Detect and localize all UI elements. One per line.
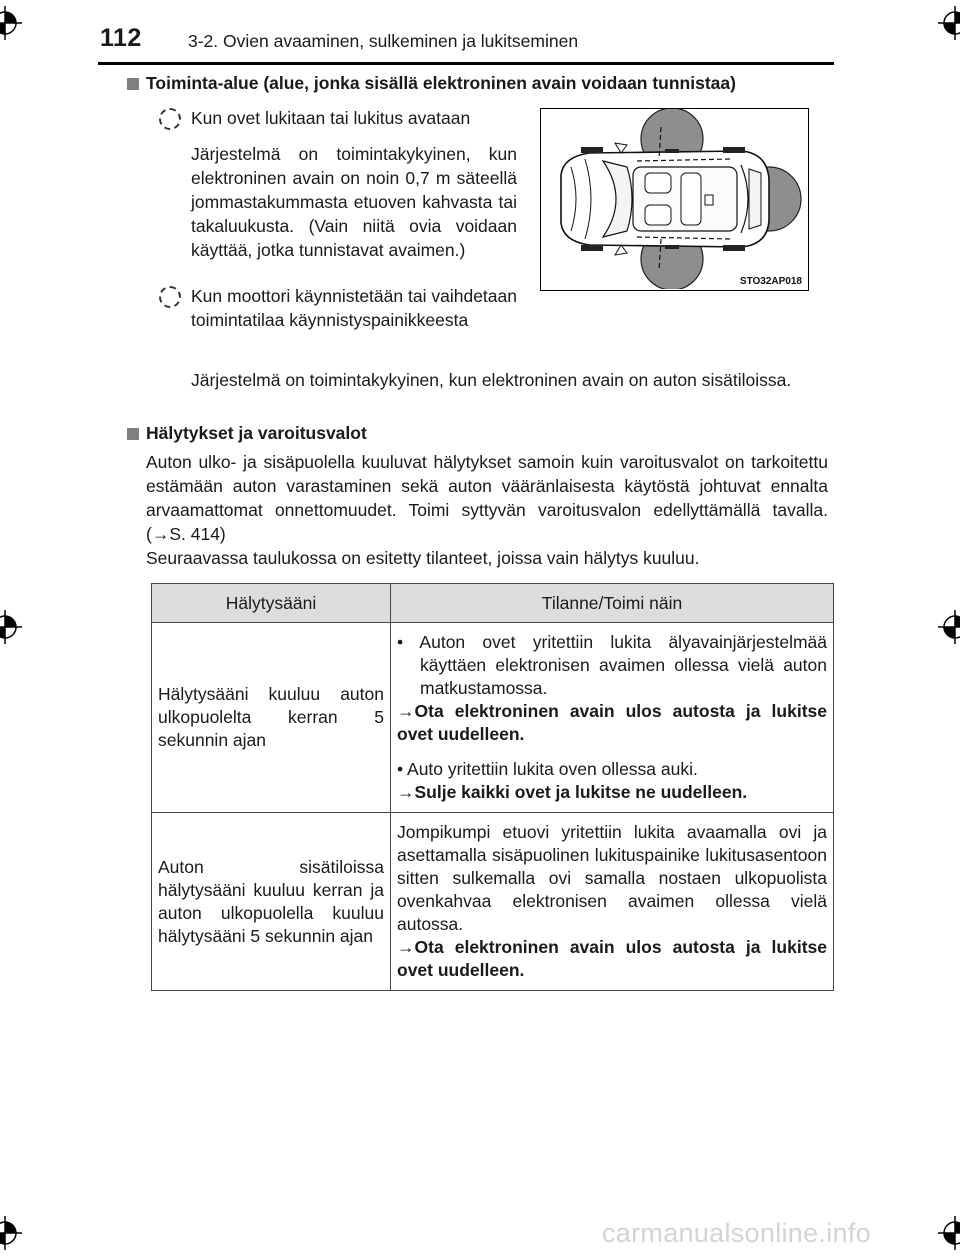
item1-title: Kun ovet lukitaan tai lukitus avataan (191, 108, 471, 128)
table-row (152, 813, 834, 991)
registration-mark-bottom-left (0, 1216, 22, 1250)
table-header-row (152, 584, 834, 623)
page-number: 112 (100, 24, 142, 52)
alarms-paragraph: Auton ulko- ja sisäpuolella kuuluvat hälytykset samoin kuin varoitusvalot on tarkoitettu estämään auton varastaminen sekä auton vääränlaisesta käytöstä johtuvat ennalta arvaamattomat onnettomuudet. Toimi syttyvän varoitusvalon edellyttämällä tavalla. (→S. 414) (146, 452, 828, 544)
section-heading-operating-range: Toiminta-alue (alue, jonka sisällä elektroninen avain voidaan tunnistaa) (146, 73, 736, 93)
situation-cell (391, 813, 834, 991)
situation-bullet: • Auton ovet yritettiin lukita älyavainjärjestelmää käyttäen elektronisen avaimen ollessa vielä auton matkustamossa. (397, 632, 827, 698)
action-text: →Sulje kaikki ovet ja lukitse ne uudelleen. (397, 782, 748, 802)
alarm-sound-cell: Auton sisätiloissa hälytysääni kuuluu kerran ja auton ulkopuolella kuuluu hälytysääni 5 sekunnin ajan (152, 813, 391, 991)
column-header-situation: Tilanne/Toimi näin (391, 584, 834, 623)
section-bullet (127, 428, 139, 440)
item2-body: Järjestelmä on toimintakykyinen, kun elektroninen avain on auton sisätiloissa. (191, 370, 792, 390)
header-rule (98, 62, 834, 65)
table-intro: Seuraavassa taulukossa on esitetty tilanteet, joissa vain hälytys kuuluu. (146, 548, 700, 568)
watermark: carmanualsonline.info (602, 1218, 871, 1248)
action-text: →Ota elektroninen avain ulos autosta ja lukitse ovet uudelleen. (397, 937, 827, 980)
registration-mark-mid-left (0, 610, 22, 644)
chapter-title: 3-2. Ovien avaaminen, sulkeminen ja lukitseminen (188, 31, 579, 51)
car-top-view-illustration (541, 109, 807, 289)
column-header-sound: Hälytysääni (152, 584, 391, 623)
detection-range-figure (540, 108, 809, 291)
area-marker-icon (159, 108, 181, 130)
area-marker-icon (159, 286, 181, 308)
item1-body: Järjestelmä on toimintakykyinen, kun elektroninen avain on noin 0,7 m säteellä jommastakummasta etuoven kahvasta tai takaluukusta. (Vain niitä ovia voidaan käyttää, jotka tunnistavat avaimen.) (191, 144, 517, 260)
situation-text: Jompikumpi etuovi yritettiin lukita avaamalla ovi ja asettamalla sisäpuolinen lukituspainike lukitusasentoon sitten sulkemalla ovi samalla nostaen ulkopuolista ovenkahvaa elektronisen avaimen ollessa vielä autossa. (397, 822, 827, 934)
action-text: →Ota elektroninen avain ulos autosta ja lukitse ovet uudelleen. (397, 701, 827, 744)
alarm-sound-cell: Hälytysääni kuuluu auton ulkopuolelta kerran 5 sekunnin ajan (152, 623, 391, 813)
registration-mark-mid-right (938, 610, 960, 644)
registration-mark-top-right (938, 6, 960, 40)
item2-title: Kun moottori käynnistetään tai vaihdetaan toimintatilaa käynnistyspainikkeesta (191, 286, 517, 330)
situation-cell (391, 623, 834, 813)
section-bullet (127, 78, 139, 90)
registration-mark-bottom-right (938, 1216, 960, 1250)
section-heading-alarms: Hälytykset ja varoitusvalot (146, 423, 367, 443)
registration-mark-top-left (0, 6, 22, 40)
alarm-table (151, 583, 834, 991)
situation-bullet: • Auto yritettiin lukita oven ollessa auki. (397, 759, 698, 779)
table-row (152, 623, 834, 813)
figure-code: STO32AP018 (739, 276, 802, 287)
